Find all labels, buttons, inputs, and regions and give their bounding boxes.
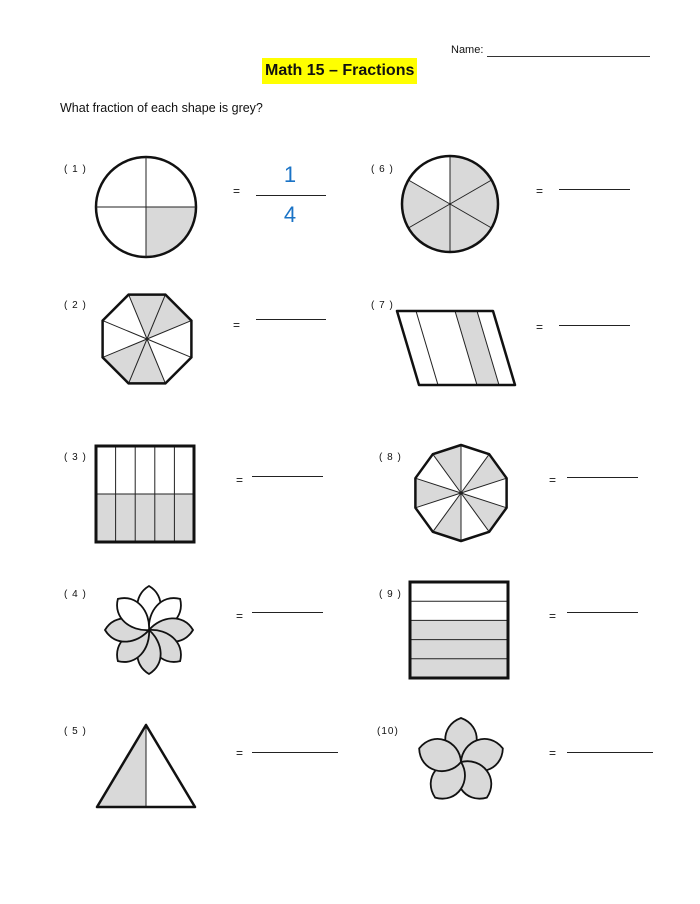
flower-8-petals-shape bbox=[99, 580, 199, 680]
answer-line-7[interactable] bbox=[559, 325, 630, 326]
striped-rectangle-shape bbox=[410, 582, 508, 678]
equals-sign-8: = bbox=[549, 473, 557, 487]
question-number-4: ( 4 ) bbox=[64, 589, 87, 600]
answer-line-6[interactable] bbox=[559, 189, 630, 190]
parallelogram-shape bbox=[395, 309, 517, 387]
equals-sign-6: = bbox=[536, 184, 544, 198]
name-input-line[interactable] bbox=[487, 56, 650, 57]
answer-line-3[interactable] bbox=[252, 476, 323, 477]
equals-sign-7: = bbox=[536, 320, 544, 334]
triangle-halves-shape bbox=[97, 725, 195, 809]
question-number-9: ( 9 ) bbox=[379, 589, 402, 600]
flower-5-petals-shape bbox=[411, 716, 511, 812]
equals-sign-10: = bbox=[549, 746, 557, 760]
answer-line-2[interactable] bbox=[256, 319, 326, 320]
question-number-3: ( 3 ) bbox=[64, 452, 87, 463]
equals-sign-3: = bbox=[236, 473, 244, 487]
equals-sign-2: = bbox=[233, 318, 241, 332]
equals-sign-4: = bbox=[236, 609, 244, 623]
worksheet-title: Math 15 – Fractions bbox=[262, 58, 417, 84]
octagon-shape bbox=[102, 294, 192, 384]
question-number-6: ( 6 ) bbox=[371, 164, 394, 175]
answer-line-5[interactable] bbox=[252, 752, 338, 753]
answer-line-4[interactable] bbox=[252, 612, 323, 613]
circle-sixths-shape bbox=[401, 155, 501, 255]
name-label: Name: bbox=[451, 44, 484, 56]
equals-sign-5: = bbox=[236, 746, 244, 760]
answer-line-9[interactable] bbox=[567, 612, 638, 613]
decagon-shape bbox=[412, 445, 514, 545]
instructions: What fraction of each shape is grey? bbox=[60, 101, 263, 115]
question-number-5: ( 5 ) bbox=[64, 726, 87, 737]
answer-denominator-1: 4 bbox=[283, 202, 297, 227]
question-number-10: (10) bbox=[377, 726, 399, 737]
question-number-2: ( 2 ) bbox=[64, 300, 87, 311]
circle-quarters-shape bbox=[96, 155, 200, 259]
question-number-7: ( 7 ) bbox=[371, 300, 394, 311]
grid-rectangle-shape bbox=[96, 446, 194, 542]
question-number-8: ( 8 ) bbox=[379, 452, 402, 463]
answer-line-10[interactable] bbox=[567, 752, 653, 753]
answer-line-8[interactable] bbox=[567, 477, 638, 478]
question-number-1: ( 1 ) bbox=[64, 164, 87, 175]
equals-sign-9: = bbox=[549, 609, 557, 623]
equals-sign-1: = bbox=[233, 184, 241, 198]
fraction-bar-1 bbox=[256, 195, 326, 196]
answer-numerator-1: 1 bbox=[283, 162, 297, 187]
